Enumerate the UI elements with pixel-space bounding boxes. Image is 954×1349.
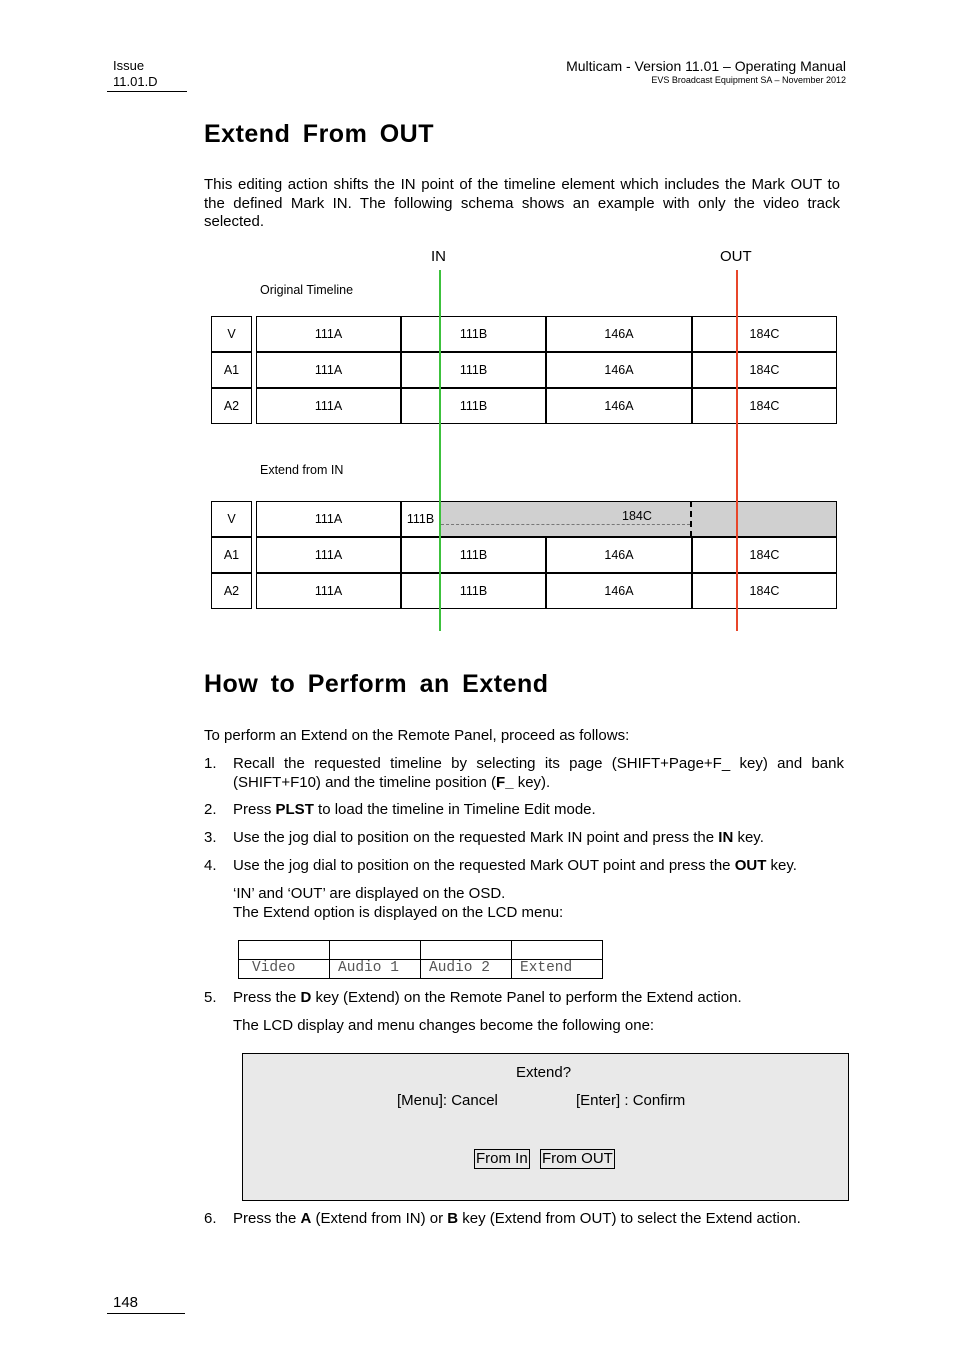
dialog-cancel-hint: [Menu]: Cancel	[397, 1092, 498, 1109]
section-intro: This editing action shifts the IN point of the timeline element which includes the Mark OUT to the defined Mark IN. The following schema shows an example with only the video track selected.	[204, 176, 840, 230]
step-number: 2.	[204, 801, 217, 818]
step4-note: ‘IN’ and ‘OUT’ are displayed on the OSD. The Extend option is displayed on the LCD menu:	[233, 885, 564, 921]
step-number: 4.	[204, 857, 217, 874]
clip-cell: 184C	[692, 388, 837, 424]
header-rule	[107, 91, 187, 92]
lcd-key-audio2: Audio 2	[420, 940, 512, 979]
dialog-confirm-hint: [Enter] : Confirm	[576, 1092, 686, 1109]
footer-rule	[107, 1313, 185, 1314]
step-text: Use the jog dial to position on the requested Mark IN point and press the IN key.	[233, 829, 764, 846]
clip-cell: 111A	[256, 352, 401, 388]
clip-cell: 111A	[256, 573, 401, 609]
clip-cell: 111A	[256, 388, 401, 424]
publisher: EVS Broadcast Equipment SA – November 2012	[651, 75, 846, 85]
step-text: Press the D key (Extend) on the Remote Panel to perform the Extend action.	[233, 989, 742, 1006]
extend-timeline-label: Extend from IN	[260, 463, 344, 477]
step-text: Press PLST to load the timeline in Timeline Edit mode.	[233, 801, 596, 818]
out-marker-line	[736, 270, 738, 631]
clip-cell-shortened: 111B	[401, 501, 440, 537]
clip-cell: 184C	[692, 573, 837, 609]
extended-clip-dashed-underline	[441, 524, 690, 525]
step-item	[204, 755, 844, 793]
clip-cell: 146A	[546, 388, 692, 424]
step-item	[204, 829, 844, 848]
step-number: 3.	[204, 829, 217, 846]
extended-clip-label: 184C	[622, 509, 652, 523]
original-timeline-label: Original Timeline	[260, 283, 354, 297]
track-label: V	[211, 501, 252, 537]
issue-label: Issue	[113, 58, 145, 73]
clip-cell: 111A	[256, 501, 401, 537]
clip-cell: 111A	[256, 316, 401, 352]
clip-cell: 111B	[401, 316, 546, 352]
step-number: 5.	[204, 989, 217, 1006]
clip-cell: 184C	[692, 352, 837, 388]
step-text: Recall the requested timeline by selecting its page (SHIFT+Page+F_ key) and bank (SHIFT+F10) and the timeline position (F_ key).	[233, 755, 844, 791]
step-text: Press the A (Extend from IN) or B key (Extend from OUT) to select the Extend action.	[233, 1210, 801, 1227]
dialog-question: Extend?	[516, 1064, 572, 1081]
clip-cell: 111A	[256, 537, 401, 573]
step-number: 1.	[204, 755, 217, 772]
section-title-extend-from-out: Extend From OUT	[204, 120, 435, 148]
from-in-button[interactable]: From In	[476, 1150, 528, 1167]
step-text: Use the jog dial to position on the requested Mark OUT point and press the OUT key.	[233, 857, 797, 874]
step-item	[204, 857, 844, 876]
extend-confirm-dialog	[242, 1053, 849, 1201]
track-label: A1	[211, 537, 252, 573]
step-item	[204, 1210, 844, 1229]
page-number: 148	[113, 1294, 139, 1311]
clip-cell: 146A	[546, 352, 692, 388]
step-item	[204, 801, 844, 820]
lcd-key-audio1: Audio 1	[329, 940, 421, 979]
track-label: A2	[211, 388, 252, 424]
step-item	[204, 989, 844, 1008]
out-marker-label: OUT	[720, 248, 752, 265]
clip-cell: 146A	[546, 537, 692, 573]
in-marker-label: IN	[431, 248, 446, 265]
lcd-key-video: Video	[238, 940, 330, 979]
track-label: A2	[211, 573, 252, 609]
issue-block	[113, 58, 158, 90]
clip-cell: 111B	[401, 573, 546, 609]
issue-number: 11.01.D	[113, 74, 158, 89]
manual-title: Multicam - Version 11.01 – Operating Manual	[566, 58, 846, 74]
clip-cell: 184C	[692, 537, 837, 573]
step5-note: The LCD display and menu changes become the following one:	[233, 1017, 655, 1034]
clip-cell: 146A	[546, 316, 692, 352]
clip-cell: 184C	[692, 316, 837, 352]
step-number: 6.	[204, 1210, 217, 1227]
in-marker-line	[439, 270, 441, 631]
former-boundary-dashed	[690, 501, 692, 537]
procedure-intro: To perform an Extend on the Remote Panel, proceed as follows:	[204, 727, 630, 744]
clip-cell: 111B	[401, 388, 546, 424]
clip-cell: 111B	[401, 352, 546, 388]
clip-cell: 111B	[401, 537, 546, 573]
header-right	[566, 58, 846, 86]
track-label: A1	[211, 352, 252, 388]
section-title-how-to-extend: How to Perform an Extend	[204, 670, 549, 698]
clip-cell: 146A	[546, 573, 692, 609]
track-label: V	[211, 316, 252, 352]
from-out-button[interactable]: From OUT	[542, 1150, 613, 1167]
lcd-key-extend: Extend	[511, 940, 603, 979]
